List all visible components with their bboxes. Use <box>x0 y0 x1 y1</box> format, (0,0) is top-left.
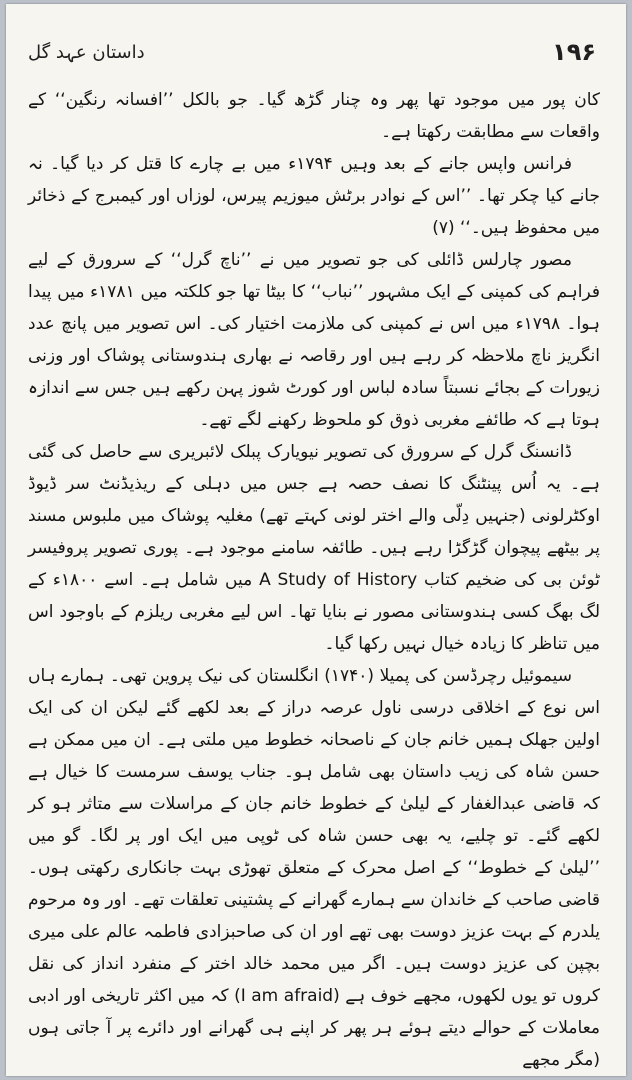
running-title: داستان عہد گل <box>28 42 145 63</box>
paragraph: مصور چارلس ڈائلی کی جو تصویر میں نے ’’ناچ گرل‘‘ کے سرورق کے لیے فراہم کی کمپنی کے ایک مشہور ’’نباب‘‘ کا بیٹا تھا جو کلکتہ میں ۱۷۸۱ء میں پیدا ہوا۔ ۱۷۹۸ء میں اس نے کمپنی کی ملازمت اختیار کی۔ اس تصویر میں پانچ عدد انگریز ناچ ملاحظہ کر رہے ہیں اور رقاصہ نے بھاری ہندوستانی پوشاک اور وزنی زیورات کے بجائے نسبتاً سادہ لباس اور کورٹ شوز پہن رکھے ہیں جس سے اندازہ ہوتا ہے کہ طائفے مغربی ذوق کو ملحوظ رکھنے لگے تھے۔ <box>28 250 600 430</box>
body-text <box>28 84 600 1076</box>
paragraph: فرانس واپس جانے کے بعد وہیں ۱۷۹۴ء میں بے چارے کا قتل کر دیا گیا۔ نہ جانے کیا چکر تھا۔ ’’اس کے نوادر برٹش میوزیم پیرس، لوزاں اور کیمبرج کے ذخائر میں محفوظ ہیں۔‘‘ (۷) <box>28 154 600 238</box>
page-number: ۱۹۶ <box>552 38 596 66</box>
paragraph: ڈانسنگ گرل کے سرورق کی تصویر نیویارک پبلک لائبریری سے حاصل کی گئی ہے۔ یہ اُس پینٹنگ کا نصف حصہ ہے جس میں دہلی کے ریذیڈنٹ سر ڈیوڈ اوکٹرلونی (جنہیں دِلّی والے اختر لونی کہتے تھے) مغلیہ پوشاک میں ملبوس مسند پر بیٹھے پیچوان گڑگڑا رہے ہیں۔ طائفہ سامنے موجود ہے۔ پوری تصویر پروفیسر ٹوئن بی کی ضخیم کتاب A Study of History میں شامل ہے۔ اسے ۱۸۰۰ء کے لگ بھگ کسی ہندوستانی مصور نے بنایا تھا۔ اس لیے مغربی ریلزم کے باوجود اس میں تناظر کا زیادہ خیال نہیں رکھا گیا۔ <box>28 442 600 654</box>
page-header <box>28 38 596 78</box>
book-page <box>6 4 626 1076</box>
paragraph: کان پور میں موجود تھا پھر وہ چنار گڑھ گیا۔ جو بالکل ’’افسانہ رنگین‘‘ کے واقعات سے مطابقت رکھتا ہے۔ <box>28 90 600 142</box>
paragraph: سیموئیل رچرڈسن کی پمیلا (۱۷۴۰) انگلستان کی نیک پروین تھی۔ ہمارے ہاں اس نوع کے اخلاقی درسی ناول عرصہ دراز کے بعد لکھے گئے لیکن ان کی ایک اولین جھلک ہمیں خانم جان کے ناصحانہ خطوط میں ملتی ہے۔ ان میں ممکن ہے حسن شاہ کی زیب داستان بھی شامل ہو۔ جناب یوسف سرمست کا خیال ہے کہ قاضی عبدالغفار کے لیلیٰ کے خطوط خانم جان کے مراسلات سے متاثر ہو کر لکھے گئے۔ تو چلیے، یہ بھی حسن شاہ کی ٹوپی میں ایک اور پر لگا۔ گو میں ’’لیلیٰ کے خطوط‘‘ کے اصل محرک کے متعلق تھوڑی بہت جانکاری رکھتی ہوں۔ قاضی صاحب کے خاندان سے ہمارے گھرانے کے پشتینی تعلقات تھے۔ اور وہ مرحوم یلدرم کے بہت عزیز دوست بھی تھے اور ان کی صاحبزادی فاطمہ عالم علی میری بچپن کی عزیز دوست ہیں۔ اگر میں محمد خالد اختر کے منفرد انداز کی نقل کروں تو یوں لکھوں، مجھے خوف ہے (I am afraid) کہ میں اکثر تاریخی اور ادبی معاملات کے حوالے دیتے ہوئے ہر پھر کر اپنے ہی گھرانے اور دائرے پر آ جاتی ہوں (مگر مجھے <box>28 666 601 1070</box>
